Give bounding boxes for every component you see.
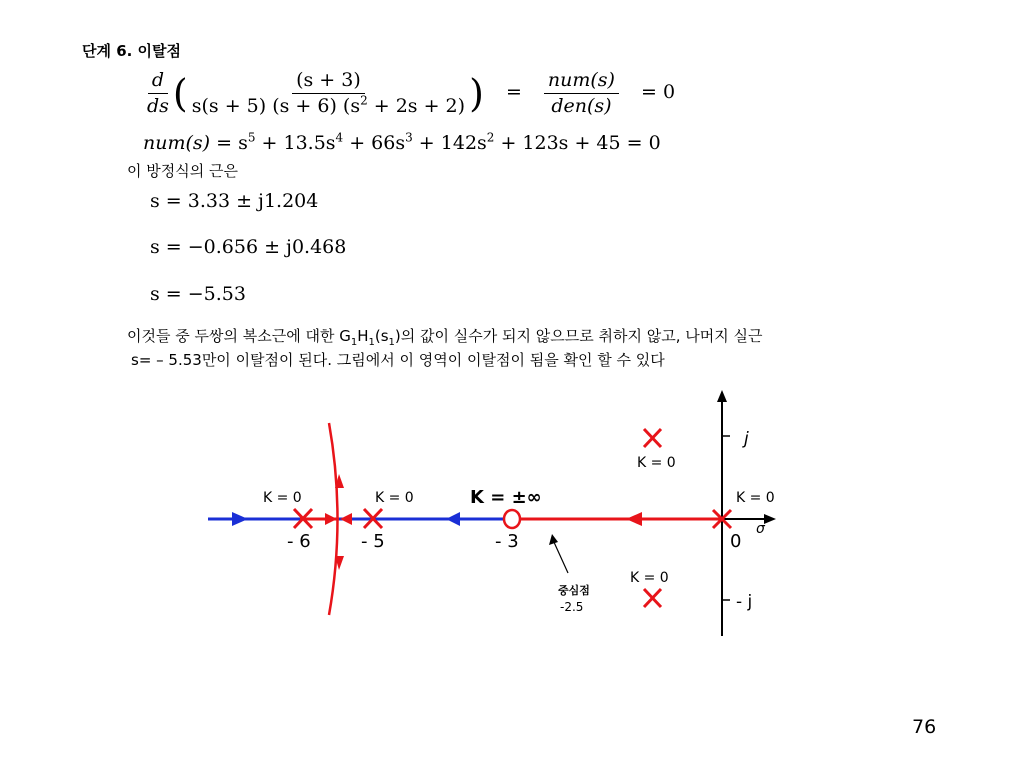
page-number: 76 bbox=[912, 716, 937, 738]
root-3: s = −5.53 bbox=[150, 283, 246, 305]
breakaway-arrow-left bbox=[340, 513, 352, 525]
axis-label-zero: 0 bbox=[730, 531, 742, 552]
axis-label-minus-3: - 3 bbox=[495, 531, 519, 552]
locus-arrow-middle bbox=[446, 512, 460, 526]
axis-label-minus-6: - 6 bbox=[287, 531, 311, 552]
transfer-fraction: $\frac{(s + 3)}{s(s + 5) (s + 6) (s^2 + 2s + 2)}$ bbox=[191, 69, 466, 117]
k-label-lower: K = 0 bbox=[630, 570, 669, 586]
derivative-equation: $\frac{d}{ds}$ ( $\frac{(s + 3)}{s(s + 5) (s + 6) (s^2 + 2s + 2)}$ ) = $\frac{\text{num(s)}}{\text{den(s)}}$ = 0 bbox=[143, 70, 675, 117]
axis-label-minus-5: - 5 bbox=[361, 531, 385, 552]
k-label-minus-6: K = 0 bbox=[263, 490, 302, 506]
centroid-pointer bbox=[553, 540, 568, 573]
imag-label-negative: - j bbox=[736, 592, 753, 612]
pole-upper bbox=[644, 429, 661, 447]
centroid-pointer-head bbox=[549, 534, 558, 545]
k-label-minus-5: K = 0 bbox=[375, 490, 414, 506]
pole-lower bbox=[644, 589, 661, 607]
real-axis-arrow bbox=[764, 514, 776, 524]
root-1: s = 3.33 ± j1.204 bbox=[150, 190, 319, 212]
imaginary-axis-arrow bbox=[717, 390, 727, 402]
k-label-zero: K = ±∞ bbox=[470, 487, 542, 508]
locus-arrow-left bbox=[232, 512, 248, 526]
k-label-origin: K = 0 bbox=[736, 490, 775, 506]
root-2: s = −0.656 ± j0.468 bbox=[150, 236, 347, 258]
derivative-operator: $\frac{d}{ds}$ bbox=[147, 69, 169, 117]
breakaway-arrow-right bbox=[325, 513, 337, 525]
paragraph-line-2: s= – 5.53만이 이탈점이 된다. 그림에서 이 영역이 이탈점이 됨을 확인 할 수 있다 bbox=[131, 351, 665, 369]
zero-minus-3 bbox=[504, 510, 520, 528]
num-den-fraction: $\frac{\text{num(s)}}{\text{den(s)}}$ bbox=[544, 70, 619, 117]
imag-label-positive: j bbox=[744, 429, 749, 449]
roots-label: 이 방정식의 근은 bbox=[127, 162, 238, 180]
polynomial-equation: $num(s) = s^5 + 13.5s^4 + 66s^3 + 142s^2 + 123s + 45 = 0$ bbox=[143, 130, 661, 154]
slide-title: 단계 6. 이탈점 bbox=[82, 42, 182, 60]
centroid-label: 중심점 bbox=[558, 584, 590, 597]
locus-arrow-right bbox=[626, 512, 642, 526]
sigma-label: σ bbox=[756, 521, 765, 537]
paragraph-line-1: 이것들 중 두쌍의 복소근에 대한 $G_1H_1(s_1)$의 값이 실수가 되지 않으므로 취하지 않고, 나머지 실근 bbox=[127, 327, 763, 348]
centroid-value: -2.5 bbox=[560, 600, 584, 614]
k-label-upper: K = 0 bbox=[637, 455, 676, 471]
